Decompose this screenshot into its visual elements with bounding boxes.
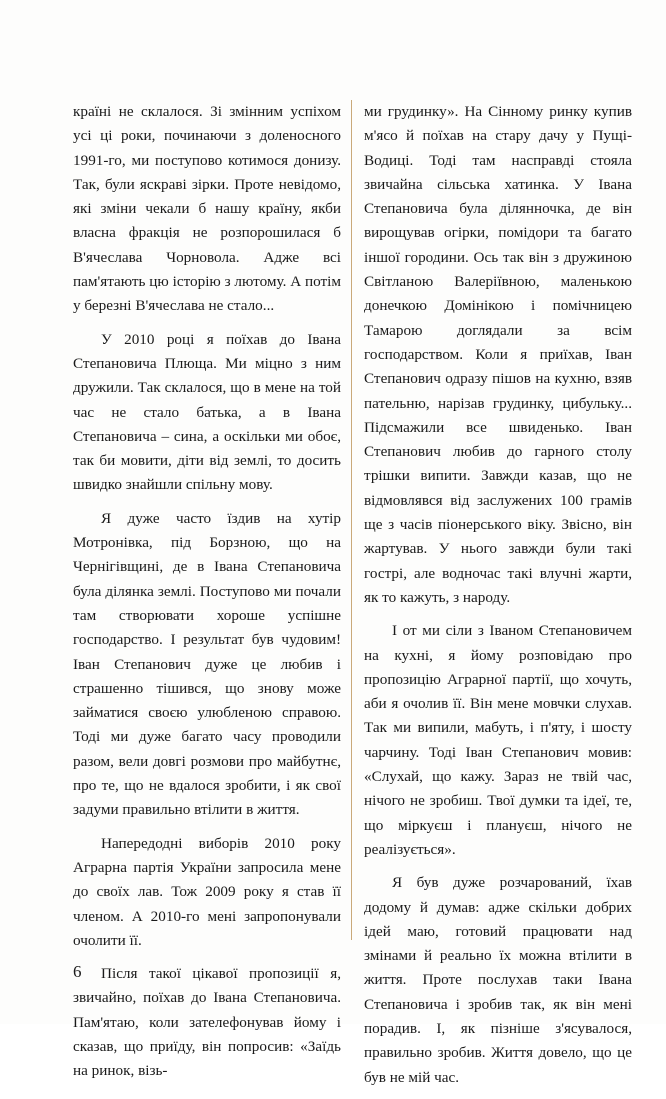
paragraph: країні не склалося. Зі змінним успіхом усі ці роки, починаючи з доленосного 1991-го, ми поступово котимося донизу. Так, були яскраві зірки. Проте невідомо, які зміни чекали б нашу країну, якби власна фракція не розпорошилася б В'ячеслава Чорновола. Адже всі пам'ятають цю історію з лютому. А потім у березні В'ячеслава не стало... [73, 103, 341, 315]
column-divider [351, 100, 352, 940]
paragraph: Я був дуже розчарований, їхав додому й думав: адже скільки добрих ідей маю, готовий працювати над змінами й реально їх можна втілити в життя. Проте послухав таки Івана Степановича і зробив так, як він мені порадив. І, як пізніше з'ясувалося, правильно зробив. Життя довело, що це був не мій час. [364, 874, 632, 1086]
paragraph: ми грудинку». На Сінному ринку купив м'ясо й поїхав на стару дачу у Пущі-Водиці. Тоді там насправді стояла звичайна сільська хатинка. У Івана Степановича була ділянночка, де він вирощував огірки, помідори та багато іншої городини. Ось так він з дружиною Світланою Валеріївною, маленькою донечкою Домінікою і помічницею Тамарою доглядали за всім господарством. Коли я приїхав, Іван Степанович одразу пішов на кухню, взяв пательню, нарізав грудинку, цибульку... Підсмажили все швиденько. Іван Степанович любив до гарного столу трішки випити. Завжди казав, що не відмовлявся від заслужених 100 грамів ще з часів піонерського віку. Звісно, він жартував. У нього завжди були такі гострі, але водночас такі влучні жарти, як то кажуть, з народу. [364, 103, 632, 606]
page-number: 6 [73, 962, 82, 981]
paragraph: Після такої цікавої пропозиції я, звичайно, поїхав до Івана Степановича. Пам'ятаю, коли зателефонував йому і сказав, що приїду, він попросив: «Заїдь на ринок, візь- [73, 965, 341, 1080]
right-text-column [364, 100, 632, 1099]
left-text-column [73, 100, 341, 1093]
paragraph: І от ми сіли з Іваном Степановичем на кухні, я йому розповідаю про пропозицію Аграрної партії, що хочуть, аби я очолив її. Він мене мовчки слухав. Так ми випили, мабуть, і п'яту, і шосту чарчину. Тоді Іван Степанович мовив: «Слухай, що кажу. Зараз не твій час, нічого не зробиш. Твої думки та ідеї, те, що міркуєш і плануєш, нічого не реалізується». [364, 622, 632, 858]
paragraph: Я дуже часто їздив на хутір Мотронівка, під Борзною, що на Чернігівщині, де в Івана Степановича була ділянка землі. Поступово ми почали там створювати хороше успішне господарство. І результат був чудовим! Іван Степанович дуже це любив і страшенно тішився, що знову може займатися своєю улюбленою справою. Тоді ми дуже багато часу проводили разом, вели довгі розмови про майбутнє, про те, що не вдалося зробити, і як свої задуми правильно втілити в життя. [73, 509, 341, 819]
paragraph: У 2010 році я поїхав до Івана Степановича Плюща. Ми міцно з ним дружили. Так склалося, що в мене на той час не стало батька, а в Івана Степановича – сина, а оскільки ми обоє, так би мовити, діти від землі, то досить швидко знайшли спільну мову. [73, 330, 341, 494]
paragraph: Напередодні виборів 2010 року Аграрна партія України запросила мене до своїх лав. Тож 2009 року я став її членом. А 2010-го мені запропонували очолити її. [73, 834, 341, 949]
